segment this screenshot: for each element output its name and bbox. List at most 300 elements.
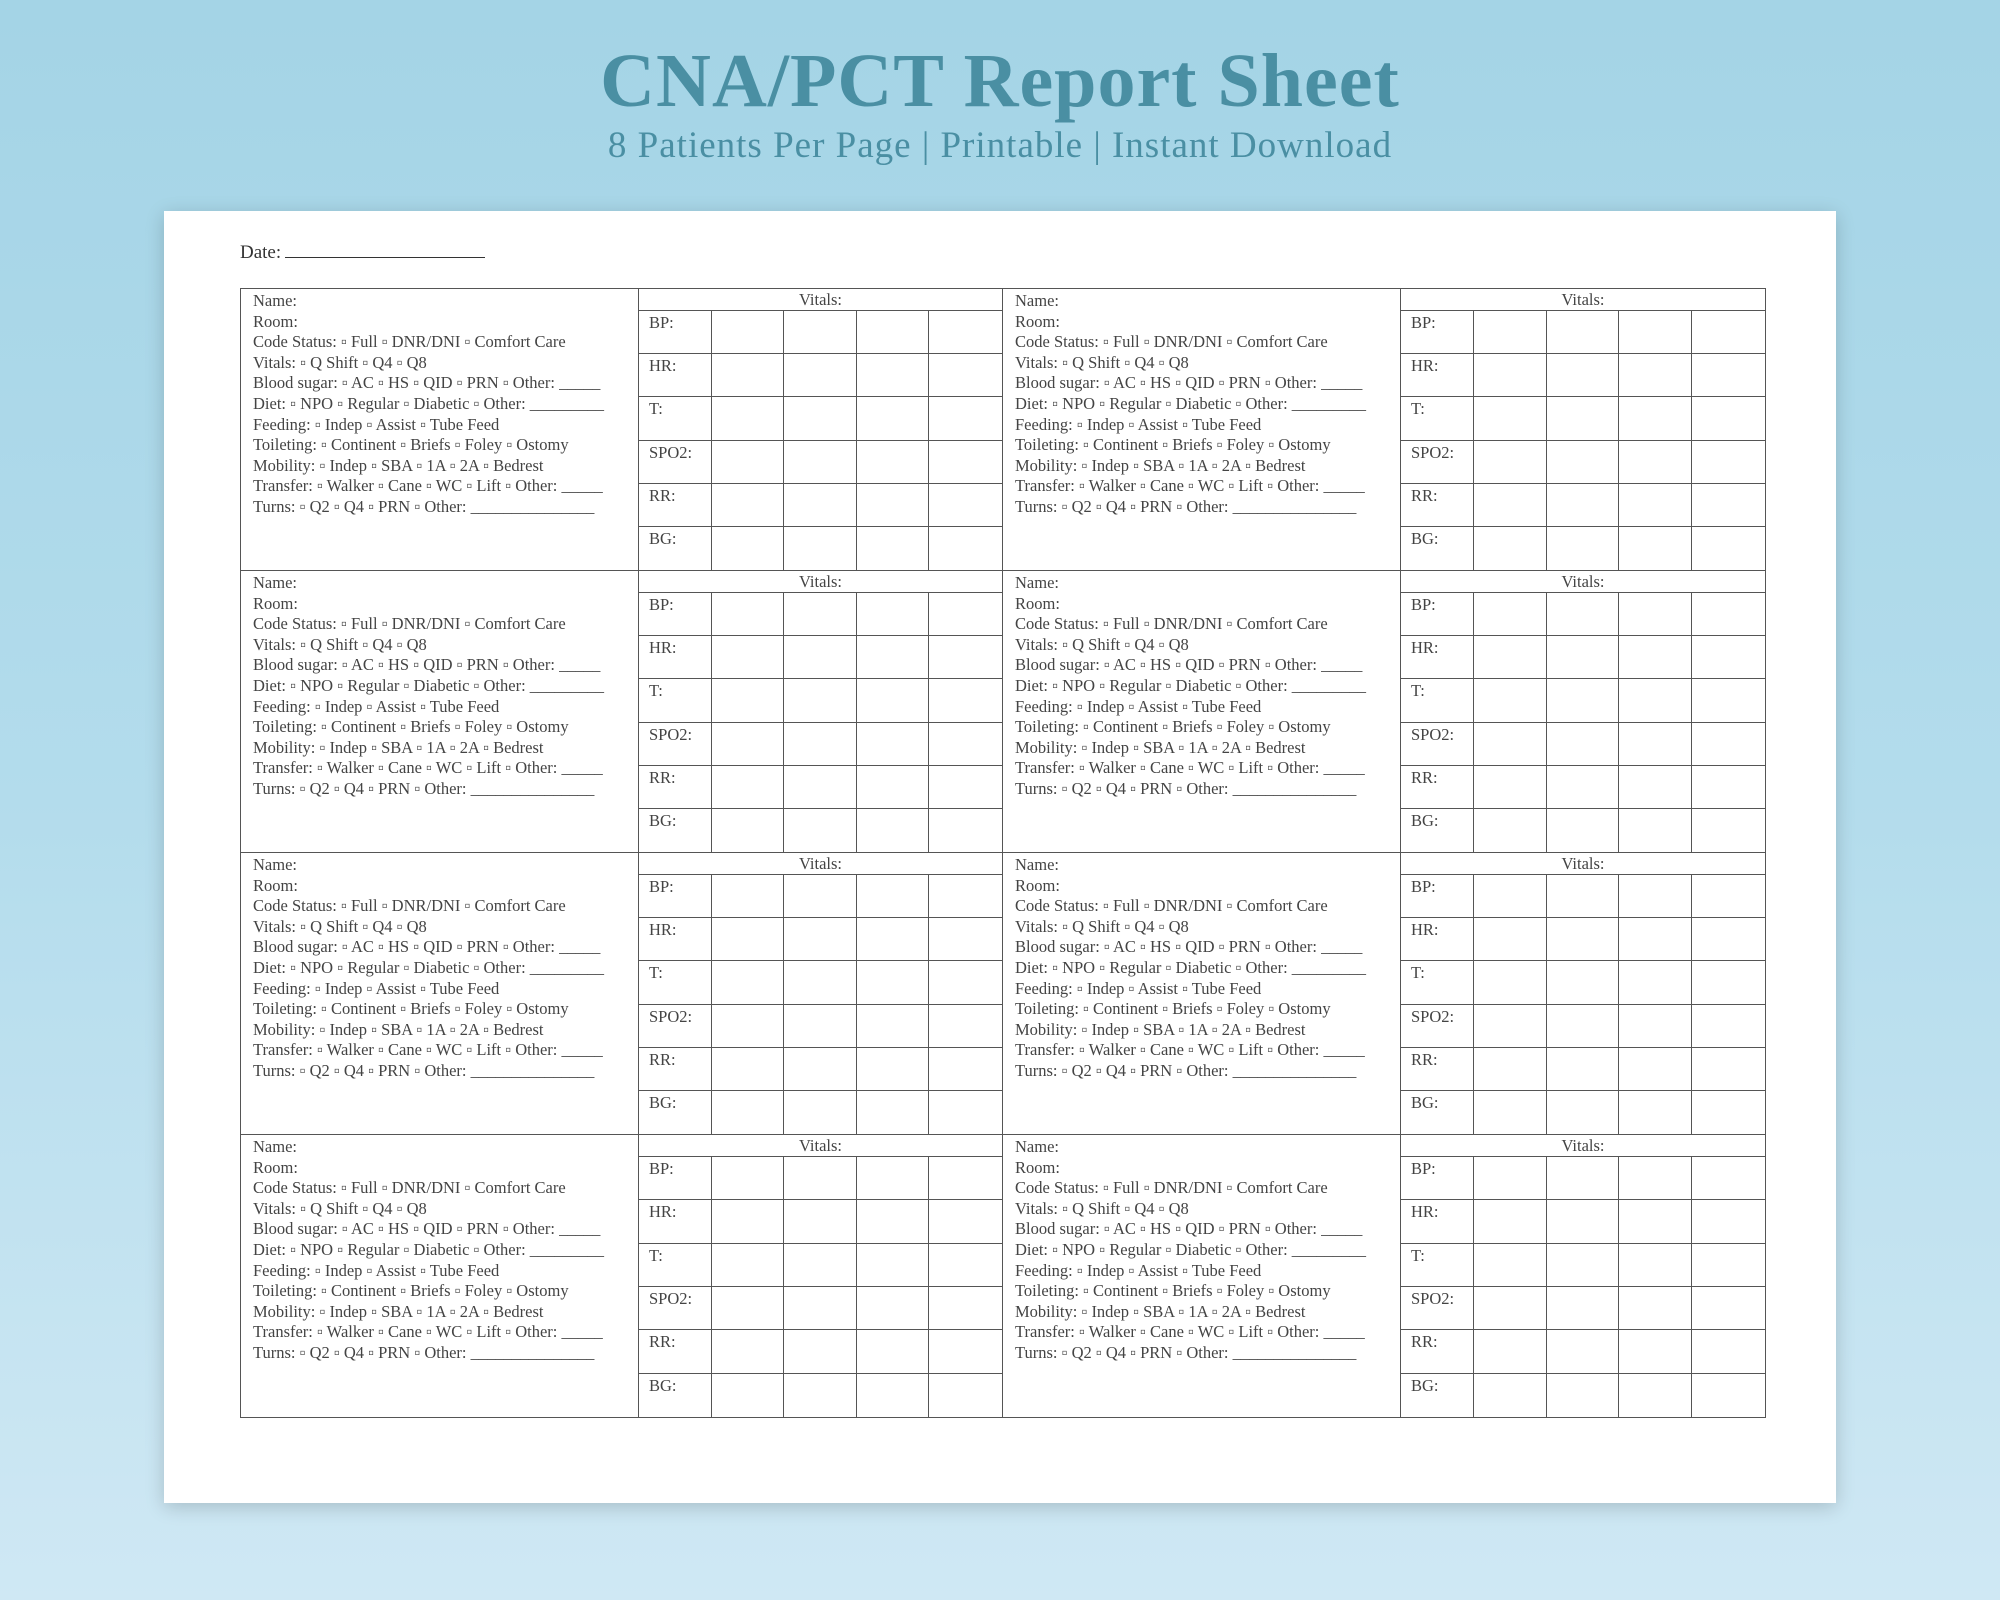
patient-field[interactable]: Code Status: ▫ Full ▫ DNR/DNI ▫ Comfort Care [1015,332,1328,352]
vitals-entry-cell[interactable] [857,1048,930,1090]
vitals-entry-cell[interactable] [929,918,1002,960]
vitals-entry-cell[interactable] [1474,636,1547,678]
vitals-row [1401,875,1765,918]
patient-field[interactable]: Mobility: ▫ Indep ▫ SBA ▫ 1A ▫ 2A ▫ Bedrest [253,1301,544,1321]
vitals-entry-cell[interactable] [857,918,930,960]
vitals-entry-cell[interactable] [1474,1091,1547,1134]
patient-field[interactable]: Name: [253,855,297,874]
vitals-entry-cell[interactable] [1692,1374,1765,1417]
vitals-entry-cell[interactable] [712,527,785,570]
date-field[interactable] [240,241,485,264]
patient-field[interactable]: Code Status: ▫ Full ▫ DNR/DNI ▫ Comfort Care [253,1178,566,1198]
vitals-entry-cell[interactable] [784,1048,857,1090]
vitals-entry-cell[interactable] [1692,484,1765,526]
vitals-entry-cell[interactable] [784,397,857,439]
vitals-entry-cell[interactable] [857,354,930,396]
vitals-entry-cell[interactable] [712,1048,785,1090]
patient-field[interactable]: Toileting: ▫ Continent ▫ Briefs ▫ Foley ▫ Ostomy [253,999,569,1019]
patient-field[interactable]: Room: [1015,1157,1060,1177]
patient-field[interactable]: Vitals: ▫ Q Shift ▫ Q4 ▫ Q8 [1015,352,1189,372]
vitals-entry-cell[interactable] [1619,875,1692,917]
vitals-entry-cell[interactable] [857,679,930,721]
vitals-entry-cell[interactable] [712,809,785,852]
patient-field[interactable]: Code Status: ▫ Full ▫ DNR/DNI ▫ Comfort Care [1015,1178,1328,1198]
vitals-entry-cell[interactable] [1619,397,1692,439]
vitals-entry-cell[interactable] [857,311,930,353]
vitals-entry-cell[interactable] [1547,1200,1620,1242]
vitals-entry-cell[interactable] [929,354,1002,396]
vitals-entry-cell[interactable] [784,679,857,721]
vitals-entry-cell[interactable] [1474,679,1547,721]
vitals-entry-cell[interactable] [857,1374,930,1417]
vitals-entry-cell[interactable] [1547,875,1620,917]
patient-field[interactable]: Turns: ▫ Q2 ▫ Q4 ▫ PRN ▫ Other: _______________ [253,1342,595,1362]
patient-field[interactable]: Feeding: ▫ Indep ▫ Assist ▫ Tube Feed [1015,1260,1262,1280]
vitals-entry-cell[interactable] [1547,809,1620,852]
patient-field[interactable]: Turns: ▫ Q2 ▫ Q4 ▫ PRN ▫ Other: _______________ [253,1060,595,1080]
vitals-entry-cell[interactable] [1474,766,1547,808]
vitals-entry-cell[interactable] [1692,1091,1765,1134]
vitals-entry-cell[interactable] [1547,1330,1620,1372]
vitals-entry-cell[interactable] [1692,311,1765,353]
vitals-entry-cell[interactable] [857,1091,930,1134]
vitals-entry-cell[interactable] [784,1374,857,1417]
vitals-entry-cell[interactable] [857,1157,930,1199]
vitals-entry-cell[interactable] [929,723,1002,765]
vitals-entry-cell[interactable] [857,1330,930,1372]
vitals-entry-cell[interactable] [929,527,1002,570]
patient-field[interactable]: Room: [253,1157,298,1177]
patient-field[interactable]: Toileting: ▫ Continent ▫ Briefs ▫ Foley ▫ Ostomy [253,1281,569,1301]
vitals-entry-cell[interactable] [1692,1157,1765,1199]
vitals-label: SPO2: [639,1005,712,1047]
vitals-entry-cell[interactable] [1692,1244,1765,1286]
vitals-entry-cell[interactable] [1692,1287,1765,1329]
vitals-row [1401,311,1765,354]
patient-field[interactable]: Diet: ▫ NPO ▫ Regular ▫ Diabetic ▫ Other: _________ [253,957,605,977]
patient-field[interactable]: Code Status: ▫ Full ▫ DNR/DNI ▫ Comfort Care [253,332,566,352]
patient-info[interactable] [241,571,639,852]
vitals-entry-cell[interactable] [1547,1244,1620,1286]
patient-field[interactable]: Mobility: ▫ Indep ▫ SBA ▫ 1A ▫ 2A ▫ Bedrest [253,455,544,475]
patient-field[interactable]: Mobility: ▫ Indep ▫ SBA ▫ 1A ▫ 2A ▫ Bedrest [253,1019,544,1039]
patient-field[interactable]: Feeding: ▫ Indep ▫ Assist ▫ Tube Feed [253,414,500,434]
vitals-entry-cell[interactable] [1547,1091,1620,1134]
vitals-entry-cell[interactable] [1692,1048,1765,1090]
patient-field[interactable]: Diet: ▫ NPO ▫ Regular ▫ Diabetic ▫ Other: _________ [1015,1239,1367,1259]
vitals-entry-cell[interactable] [1692,766,1765,808]
vitals-entry-cell[interactable] [712,354,785,396]
patient-field[interactable]: Feeding: ▫ Indep ▫ Assist ▫ Tube Feed [1015,414,1262,434]
vitals-entry-cell[interactable] [784,918,857,960]
vitals-entry-cell[interactable] [1474,354,1547,396]
vitals-entry-cell[interactable] [1547,636,1620,678]
vitals-entry-cell[interactable] [1619,766,1692,808]
patient-field[interactable]: Blood sugar: ▫ AC ▫ HS ▫ QID ▫ PRN ▫ Other: _____ [1015,1219,1363,1239]
vitals-entry-cell[interactable] [929,1330,1002,1372]
vitals-entry-cell[interactable] [857,723,930,765]
vitals-entry-cell[interactable] [1547,1005,1620,1047]
patient-field[interactable]: Feeding: ▫ Indep ▫ Assist ▫ Tube Feed [253,696,500,716]
patient-field[interactable]: Transfer: ▫ Walker ▫ Cane ▫ WC ▫ Lift ▫ Other: _____ [253,476,603,496]
vitals-entry-cell[interactable] [784,484,857,526]
vitals-entry-cell[interactable] [1692,441,1765,483]
patient-field[interactable]: Turns: ▫ Q2 ▫ Q4 ▫ PRN ▫ Other: _______________ [1015,1342,1357,1362]
patient-field[interactable]: Code Status: ▫ Full ▫ DNR/DNI ▫ Comfort Care [253,896,566,916]
vitals-entry-cell[interactable] [712,679,785,721]
vitals-entry-cell[interactable] [1619,527,1692,570]
patient-field[interactable]: Name: [253,1137,297,1156]
vitals-entry-cell[interactable] [1692,809,1765,852]
patient-field[interactable]: Vitals: ▫ Q Shift ▫ Q4 ▫ Q8 [253,1198,427,1218]
patient-field[interactable]: Mobility: ▫ Indep ▫ SBA ▫ 1A ▫ 2A ▫ Bedrest [1015,737,1306,757]
vitals-entry-cell[interactable] [857,961,930,1003]
vitals-entry-cell[interactable] [784,1287,857,1329]
patient-field[interactable]: Feeding: ▫ Indep ▫ Assist ▫ Tube Feed [253,978,500,998]
vitals-entry-cell[interactable] [1474,723,1547,765]
patient-field[interactable]: Blood sugar: ▫ AC ▫ HS ▫ QID ▫ PRN ▫ Other: _____ [253,655,601,675]
vitals-entry-cell[interactable] [1619,1091,1692,1134]
vitals-entry-cell[interactable] [929,1157,1002,1199]
vitals-entry-cell[interactable] [1619,1330,1692,1372]
vitals-entry-cell[interactable] [929,441,1002,483]
patient-field[interactable]: Room: [253,593,298,613]
patient-field[interactable]: Toileting: ▫ Continent ▫ Briefs ▫ Foley ▫ Ostomy [1015,717,1331,737]
patient-field[interactable]: Room: [1015,875,1060,895]
patient-field[interactable]: Room: [253,311,298,331]
vitals-entry-cell[interactable] [1547,723,1620,765]
patient-field[interactable]: Transfer: ▫ Walker ▫ Cane ▫ WC ▫ Lift ▫ Other: _____ [253,1040,603,1060]
vitals-entry-cell[interactable] [712,397,785,439]
vitals-entry-cell[interactable] [784,961,857,1003]
vitals-entry-cell[interactable] [1474,875,1547,917]
vitals-entry-cell[interactable] [784,1005,857,1047]
vitals-entry-cell[interactable] [712,1005,785,1047]
vitals-entry-cell[interactable] [1547,593,1620,635]
vitals-row [639,484,1002,527]
patient-field[interactable]: Mobility: ▫ Indep ▫ SBA ▫ 1A ▫ 2A ▫ Bedrest [253,737,544,757]
patient-field[interactable]: Room: [1015,311,1060,331]
vitals-entry-cell[interactable] [712,1200,785,1242]
vitals-entry-cell[interactable] [1619,679,1692,721]
patient-field[interactable]: Transfer: ▫ Walker ▫ Cane ▫ WC ▫ Lift ▫ Other: _____ [1015,476,1365,496]
patient-info[interactable] [1003,289,1401,570]
vitals-entry-cell[interactable] [784,527,857,570]
vitals-entry-cell[interactable] [712,723,785,765]
vitals-entry-cell[interactable] [857,484,930,526]
vitals-entry-cell[interactable] [1692,636,1765,678]
vitals-entry-cell[interactable] [1474,593,1547,635]
vitals-entry-cell[interactable] [712,311,785,353]
patient-field[interactable]: Room: [253,875,298,895]
vitals-entry-cell[interactable] [1619,311,1692,353]
vitals-entry-cell[interactable] [1692,918,1765,960]
vitals-entry-cell[interactable] [1474,441,1547,483]
patient-field[interactable]: Name: [1015,855,1059,874]
vitals-entry-cell[interactable] [1692,723,1765,765]
vitals-entry-cell[interactable] [712,1091,785,1134]
vitals-entry-cell[interactable] [712,961,785,1003]
patient-field[interactable]: Mobility: ▫ Indep ▫ SBA ▫ 1A ▫ 2A ▫ Bedrest [1015,1301,1306,1321]
patient-field[interactable]: Name: [1015,1137,1059,1156]
patient-field[interactable]: Mobility: ▫ Indep ▫ SBA ▫ 1A ▫ 2A ▫ Bedrest [1015,455,1306,475]
vitals-row [1401,961,1765,1004]
vitals-entry-cell[interactable] [1474,397,1547,439]
patient-field[interactable]: Blood sugar: ▫ AC ▫ HS ▫ QID ▫ PRN ▫ Other: _____ [253,1219,601,1239]
vitals-entry-cell[interactable] [929,636,1002,678]
vitals-entry-cell[interactable] [712,875,785,917]
vitals-entry-cell[interactable] [1619,636,1692,678]
patient-info[interactable] [241,853,639,1134]
vitals-entry-cell[interactable] [784,1330,857,1372]
vitals-entry-cell[interactable] [1692,527,1765,570]
vitals-entry-cell[interactable] [929,961,1002,1003]
patient-field[interactable]: Turns: ▫ Q2 ▫ Q4 ▫ PRN ▫ Other: _______________ [1015,778,1357,798]
vitals-entry-cell[interactable] [784,766,857,808]
vitals-entry-cell[interactable] [1547,441,1620,483]
patient-field[interactable]: Feeding: ▫ Indep ▫ Assist ▫ Tube Feed [1015,978,1262,998]
vitals-entry-cell[interactable] [1619,1048,1692,1090]
vitals-entry-cell[interactable] [784,593,857,635]
vitals-entry-cell[interactable] [857,1200,930,1242]
patient-field[interactable]: Name: [1015,291,1059,310]
vitals-entry-cell[interactable] [1474,961,1547,1003]
patient-info[interactable] [1003,853,1401,1134]
patient-field[interactable]: Transfer: ▫ Walker ▫ Cane ▫ WC ▫ Lift ▫ Other: _____ [253,1322,603,1342]
vitals-entry-cell[interactable] [1547,354,1620,396]
vitals-entry-cell[interactable] [929,1200,1002,1242]
vitals-entry-cell[interactable] [1474,1048,1547,1090]
vitals-entry-cell[interactable] [712,918,785,960]
vitals-entry-cell[interactable] [1474,484,1547,526]
vitals-entry-cell[interactable] [1692,397,1765,439]
vitals-entry-cell[interactable] [712,766,785,808]
vitals-entry-cell[interactable] [1474,918,1547,960]
patient-field[interactable]: Toileting: ▫ Continent ▫ Briefs ▫ Foley ▫ Ostomy [1015,435,1331,455]
vitals-entry-cell[interactable] [1619,1200,1692,1242]
vitals-entry-cell[interactable] [929,1091,1002,1134]
vitals-entry-cell[interactable] [1547,397,1620,439]
vitals-entry-cell[interactable] [1692,593,1765,635]
vitals-entry-cell[interactable] [1619,918,1692,960]
patient-field[interactable]: Diet: ▫ NPO ▫ Regular ▫ Diabetic ▫ Other: _________ [1015,393,1367,413]
patient-field[interactable]: Turns: ▫ Q2 ▫ Q4 ▫ PRN ▫ Other: _______________ [1015,496,1357,516]
vitals-entry-cell[interactable] [1692,961,1765,1003]
patient-info[interactable] [1003,1135,1401,1417]
patient-info[interactable] [1003,571,1401,852]
vitals-entry-cell[interactable] [1619,1157,1692,1199]
patient-field[interactable]: Mobility: ▫ Indep ▫ SBA ▫ 1A ▫ 2A ▫ Bedrest [1015,1019,1306,1039]
patient-field[interactable]: Blood sugar: ▫ AC ▫ HS ▫ QID ▫ PRN ▫ Other: _____ [253,937,601,957]
vitals-entry-cell[interactable] [929,1374,1002,1417]
vitals-entry-cell[interactable] [1547,1374,1620,1417]
vitals-entry-cell[interactable] [712,1244,785,1286]
patient-field[interactable]: Toileting: ▫ Continent ▫ Briefs ▫ Foley ▫ Ostomy [253,717,569,737]
vitals-entry-cell[interactable] [929,593,1002,635]
vitals-entry-cell[interactable] [712,1287,785,1329]
patient-field[interactable]: Transfer: ▫ Walker ▫ Cane ▫ WC ▫ Lift ▫ Other: _____ [1015,1322,1365,1342]
vitals-entry-cell[interactable] [1619,484,1692,526]
patient-info[interactable] [241,1135,639,1417]
vitals-entry-cell[interactable] [1474,1005,1547,1047]
vitals-entry-cell[interactable] [929,484,1002,526]
vitals-entry-cell[interactable] [1547,1048,1620,1090]
vitals-entry-cell[interactable] [712,1157,785,1199]
patient-field[interactable]: Diet: ▫ NPO ▫ Regular ▫ Diabetic ▫ Other: _________ [1015,675,1367,695]
patient-field[interactable]: Feeding: ▫ Indep ▫ Assist ▫ Tube Feed [253,1260,500,1280]
vitals-label: BP: [639,311,712,353]
patient-field[interactable]: Vitals: ▫ Q Shift ▫ Q4 ▫ Q8 [1015,916,1189,936]
vitals-entry-cell[interactable] [1547,527,1620,570]
vitals-entry-cell[interactable] [712,441,785,483]
patient-field[interactable]: Name: [253,573,297,592]
vitals-entry-cell[interactable] [857,1287,930,1329]
vitals-row [1401,918,1765,961]
vitals-entry-cell[interactable] [784,1244,857,1286]
patient-field[interactable]: Turns: ▫ Q2 ▫ Q4 ▫ PRN ▫ Other: _______________ [253,496,595,516]
vitals-entry-cell[interactable] [1474,1374,1547,1417]
vitals-entry-cell[interactable] [1619,354,1692,396]
vitals-entry-cell[interactable] [784,311,857,353]
vitals-entry-cell[interactable] [929,1048,1002,1090]
vitals-entry-cell[interactable] [784,1157,857,1199]
vitals-entry-cell[interactable] [1692,1005,1765,1047]
vitals-entry-cell[interactable] [929,679,1002,721]
vitals-entry-cell[interactable] [1547,766,1620,808]
vitals-entry-cell[interactable] [784,636,857,678]
patient-field[interactable]: Name: [253,291,297,310]
patient-field[interactable]: Transfer: ▫ Walker ▫ Cane ▫ WC ▫ Lift ▫ Other: _____ [1015,758,1365,778]
vitals-entry-cell[interactable] [784,354,857,396]
vitals-entry-cell[interactable] [1619,1287,1692,1329]
patient-field[interactable]: Diet: ▫ NPO ▫ Regular ▫ Diabetic ▫ Other: _________ [253,1239,605,1259]
vitals-entry-cell[interactable] [857,875,930,917]
patient-field[interactable]: Toileting: ▫ Continent ▫ Briefs ▫ Foley ▫ Ostomy [1015,999,1331,1019]
vitals-entry-cell[interactable] [1619,593,1692,635]
vitals-entry-cell[interactable] [929,397,1002,439]
vitals-entry-cell[interactable] [784,1091,857,1134]
vitals-entry-cell[interactable] [1692,875,1765,917]
vitals-entry-cell[interactable] [1474,1157,1547,1199]
patient-field[interactable]: Vitals: ▫ Q Shift ▫ Q4 ▫ Q8 [253,916,427,936]
vitals-entry-cell[interactable] [1619,1374,1692,1417]
patient-field[interactable]: Toileting: ▫ Continent ▫ Briefs ▫ Foley ▫ Ostomy [1015,1281,1331,1301]
vitals-entry-cell[interactable] [1474,1200,1547,1242]
vitals-entry-cell[interactable] [784,441,857,483]
date-blank-line[interactable] [285,241,485,258]
patient-field[interactable]: Blood sugar: ▫ AC ▫ HS ▫ QID ▫ PRN ▫ Other: _____ [1015,655,1363,675]
vitals-entry-cell[interactable] [1547,311,1620,353]
vitals-entry-cell[interactable] [1619,1244,1692,1286]
vitals-entry-cell[interactable] [712,484,785,526]
patient-field[interactable]: Diet: ▫ NPO ▫ Regular ▫ Diabetic ▫ Other: _________ [253,393,605,413]
vitals-entry-cell[interactable] [712,1374,785,1417]
patient-field[interactable]: Vitals: ▫ Q Shift ▫ Q4 ▫ Q8 [253,634,427,654]
patient-field[interactable]: Vitals: ▫ Q Shift ▫ Q4 ▫ Q8 [1015,1198,1189,1218]
vitals-entry-cell[interactable] [857,766,930,808]
vitals-entry-cell[interactable] [857,809,930,852]
vitals-entry-cell[interactable] [1547,918,1620,960]
vitals-entry-cell[interactable] [1474,809,1547,852]
vitals-entry-cell[interactable] [929,809,1002,852]
patient-field[interactable]: Code Status: ▫ Full ▫ DNR/DNI ▫ Comfort Care [1015,614,1328,634]
vitals-entry-cell[interactable] [1692,1200,1765,1242]
patient-field[interactable]: Feeding: ▫ Indep ▫ Assist ▫ Tube Feed [1015,696,1262,716]
vitals-entry-cell[interactable] [1547,1157,1620,1199]
vitals-entry-cell[interactable] [1547,679,1620,721]
patient-field[interactable]: Turns: ▫ Q2 ▫ Q4 ▫ PRN ▫ Other: _______________ [253,778,595,798]
vitals-entry-cell[interactable] [1692,1330,1765,1372]
vitals-entry-cell[interactable] [929,1005,1002,1047]
vitals-entry-cell[interactable] [857,527,930,570]
vitals-entry-cell[interactable] [784,875,857,917]
vitals-label: T: [1401,679,1474,721]
vitals-entry-cell[interactable] [1547,484,1620,526]
vitals-entry-cell[interactable] [1474,527,1547,570]
patient-field[interactable]: Code Status: ▫ Full ▫ DNR/DNI ▫ Comfort Care [1015,896,1328,916]
vitals-entry-cell[interactable] [929,311,1002,353]
vitals-entry-cell[interactable] [712,636,785,678]
patient-field[interactable]: Diet: ▫ NPO ▫ Regular ▫ Diabetic ▫ Other: _________ [1015,957,1367,977]
vitals-entry-cell[interactable] [784,723,857,765]
vitals-entry-cell[interactable] [857,441,930,483]
patient-field[interactable]: Vitals: ▫ Q Shift ▫ Q4 ▫ Q8 [1015,634,1189,654]
vitals-entry-cell[interactable] [857,1244,930,1286]
patient-field[interactable]: Toileting: ▫ Continent ▫ Briefs ▫ Foley ▫ Ostomy [253,435,569,455]
patient-field[interactable]: Room: [1015,593,1060,613]
vitals-entry-cell[interactable] [929,1287,1002,1329]
patient-field[interactable]: Transfer: ▫ Walker ▫ Cane ▫ WC ▫ Lift ▫ Other: _____ [1015,1040,1365,1060]
patient-field[interactable]: Turns: ▫ Q2 ▫ Q4 ▫ PRN ▫ Other: _______________ [1015,1060,1357,1080]
vitals-entry-cell[interactable] [857,636,930,678]
vitals-entry-cell[interactable] [929,1244,1002,1286]
vitals-entry-cell[interactable] [1692,679,1765,721]
patient-field[interactable]: Name: [1015,573,1059,592]
vitals-entry-cell[interactable] [1474,1287,1547,1329]
vitals-row [1401,636,1765,679]
vitals-entry-cell[interactable] [712,1330,785,1372]
vitals-entry-cell[interactable] [929,875,1002,917]
vitals-entry-cell[interactable] [929,766,1002,808]
vitals-entry-cell[interactable] [857,397,930,439]
vitals-entry-cell[interactable] [784,1200,857,1242]
vitals-entry-cell[interactable] [712,593,785,635]
vitals-entry-cell[interactable] [1474,311,1547,353]
vitals-entry-cell[interactable] [1547,961,1620,1003]
vitals-entry-cell[interactable] [1619,961,1692,1003]
vitals-entry-cell[interactable] [784,809,857,852]
vitals-entry-cell[interactable] [857,1005,930,1047]
vitals-entry-cell[interactable] [1619,723,1692,765]
vitals-entry-cell[interactable] [1692,354,1765,396]
vitals-entry-cell[interactable] [1547,1287,1620,1329]
patient-field[interactable]: Vitals: ▫ Q Shift ▫ Q4 ▫ Q8 [253,352,427,372]
patient-field[interactable]: Transfer: ▫ Walker ▫ Cane ▫ WC ▫ Lift ▫ Other: _____ [253,758,603,778]
patient-field[interactable]: Blood sugar: ▫ AC ▫ HS ▫ QID ▫ PRN ▫ Other: _____ [1015,937,1363,957]
vitals-entry-cell[interactable] [1619,441,1692,483]
patient-field[interactable]: Blood sugar: ▫ AC ▫ HS ▫ QID ▫ PRN ▫ Other: _____ [253,373,601,393]
vitals-entry-cell[interactable] [1474,1330,1547,1372]
vitals-entry-cell[interactable] [1619,809,1692,852]
vitals-entry-cell[interactable] [857,593,930,635]
patient-field[interactable]: Blood sugar: ▫ AC ▫ HS ▫ QID ▫ PRN ▫ Other: _____ [1015,373,1363,393]
vitals-label: SPO2: [639,1287,712,1329]
patient-info[interactable] [241,289,639,570]
vitals-entry-cell[interactable] [1619,1005,1692,1047]
patient-field[interactable]: Diet: ▫ NPO ▫ Regular ▫ Diabetic ▫ Other: _________ [253,675,605,695]
vitals-entry-cell[interactable] [1474,1244,1547,1286]
patient-field[interactable]: Code Status: ▫ Full ▫ DNR/DNI ▫ Comfort Care [253,614,566,634]
